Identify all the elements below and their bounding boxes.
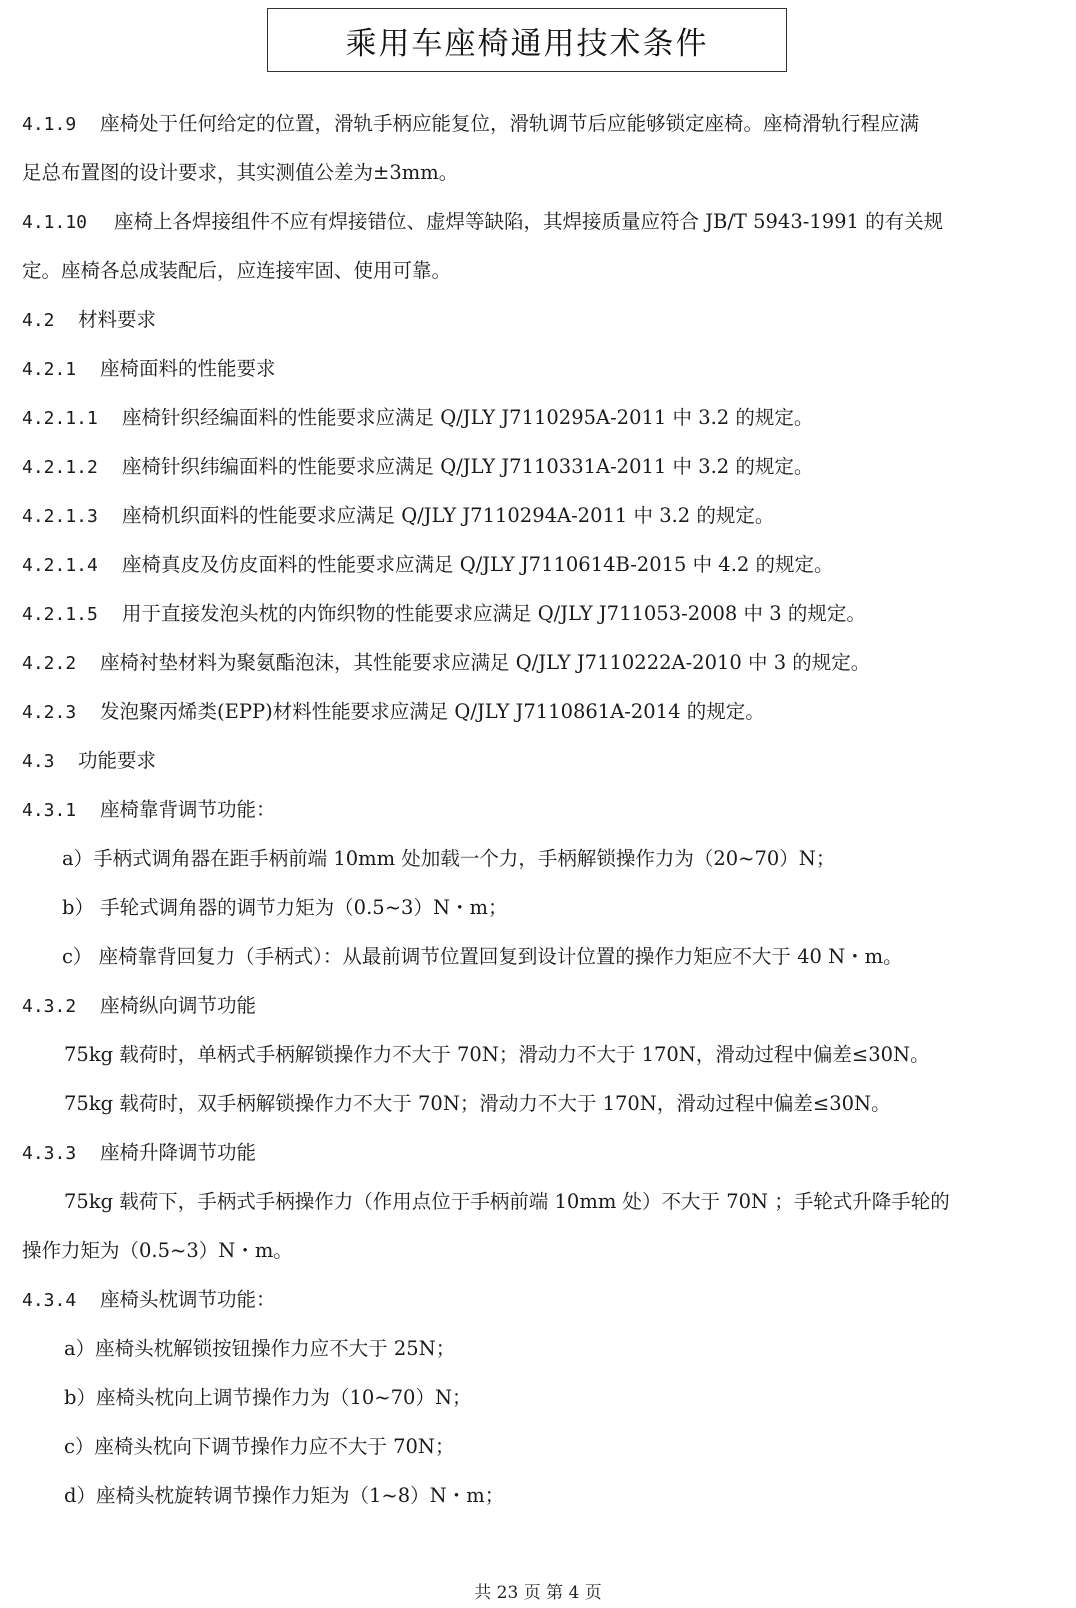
clause-text: 发泡聚丙烯类(EPP)材料性能要求应满足 Q/JLY J7110861A-2014 的规定。: [100, 700, 765, 723]
clause-text: 座椅处于任何给定的位置，滑轨手柄应能复位，滑轨调节后应能够锁定座椅。座椅滑轨行程应满: [100, 112, 920, 135]
clause-number: 4.2.1.3: [22, 506, 98, 527]
clause-text: 座椅真皮及仿皮面料的性能要求应满足 Q/JLY J7110614B-2015 中 4.2 的规定。: [122, 553, 834, 576]
document-title: 乘用车座椅通用技术条件: [345, 25, 709, 62]
clause-text: a）座椅头枕解锁按钮操作力应不大于 25N；: [64, 1337, 456, 1360]
clause-line: [22, 602, 866, 627]
clause-text: 操作力矩为（0.5~3）N・m。: [22, 1239, 293, 1262]
clause-number: 4.3: [22, 751, 55, 772]
clause-text: 定。座椅各总成装配后，应连接牢固、使用可靠。: [22, 259, 452, 282]
clause-line: [64, 1092, 891, 1116]
clause-number: 4.1.9: [22, 114, 77, 135]
clause-text: 座椅上各焊接组件不应有焊接错位、虚焊等缺陷，其焊接质量应符合 JB/T 5943-1991 的有关规: [114, 210, 944, 233]
clause-line: [22, 210, 943, 235]
clause-number: 4.3.3: [22, 1143, 77, 1164]
page-footer: 共 23 页 第 4 页: [474, 1583, 602, 1603]
clause-line: [22, 553, 834, 578]
clause-text: c） 座椅靠背回复力（手柄式）：从最前调节位置回复到设计位置的操作力矩应不大于 40 N・m。: [62, 945, 903, 968]
clause-text: 座椅面料的性能要求: [100, 357, 276, 380]
clause-line: [22, 700, 765, 725]
section-heading: [22, 308, 156, 333]
clause-text: 足总布置图的设计要求，其实测值公差为±3mm。: [22, 161, 459, 184]
section-heading: [22, 1141, 256, 1166]
clause-text: 用于直接发泡头枕的内饰织物的性能要求应满足 Q/JLY J711053-2008 中 3 的规定。: [122, 602, 866, 625]
clause-number: 4.3.4: [22, 1290, 77, 1311]
clause-number: 4.3.2: [22, 996, 77, 1017]
clause-line: [22, 406, 813, 431]
clause-number: 4.2.1: [22, 359, 77, 380]
list-item: [62, 945, 903, 969]
clause-text: 75kg 载荷时，双手柄解锁操作力不大于 70N；滑动力不大于 170N，滑动过程中偏差≤30N。: [64, 1092, 891, 1115]
list-item: [62, 896, 508, 920]
clause-line: [22, 651, 870, 676]
list-item: [62, 847, 835, 871]
section-heading: [22, 357, 276, 382]
clause-number: 4.3.1: [22, 800, 77, 821]
clause-line: [22, 455, 813, 480]
clause-text: 座椅机织面料的性能要求应满足 Q/JLY J7110294A-2011 中 3.2 的规定。: [122, 504, 775, 527]
clause-line: [64, 1043, 930, 1067]
clause-text: a）手柄式调角器在距手柄前端 10mm 处加载一个力，手柄解锁操作力为（20~70）N；: [62, 847, 836, 870]
clause-text: 功能要求: [78, 749, 157, 772]
clause-text: 材料要求: [78, 308, 157, 331]
clause-text: 座椅靠背调节功能：: [100, 798, 276, 821]
clause-number: 4.2: [22, 310, 55, 331]
clause-number: 4.2.1.1: [22, 408, 98, 429]
clause-text: 座椅衬垫材料为聚氨酯泡沫，其性能要求应满足 Q/JLY J7110222A-2010 中 3 的规定。: [100, 651, 871, 674]
clause-text: 座椅头枕调节功能：: [100, 1288, 276, 1311]
clause-text: c）座椅头枕向下调节操作力应不大于 70N；: [64, 1435, 455, 1458]
section-heading: [22, 749, 156, 774]
clause-number: 4.2.1.4: [22, 555, 98, 576]
clause-number: 4.2.1.5: [22, 604, 98, 625]
clause-text: 座椅针织经编面料的性能要求应满足 Q/JLY J7110295A-2011 中 3.2 的规定。: [122, 406, 814, 429]
clause-line: [22, 259, 451, 283]
list-item: [64, 1484, 504, 1508]
clause-text: b） 手轮式调角器的调节力矩为（0.5~3）N・m；: [62, 896, 508, 919]
clause-number: 4.2.1.2: [22, 457, 98, 478]
clause-text: 座椅纵向调节功能: [100, 994, 257, 1017]
clause-text: 座椅针织纬编面料的性能要求应满足 Q/JLY J7110331A-2011 中 3.2 的规定。: [122, 455, 814, 478]
clause-number: 4.2.2: [22, 653, 77, 674]
clause-line: [22, 1288, 276, 1313]
clause-line: [22, 1239, 293, 1263]
document-title-box: [267, 8, 787, 72]
clause-number: 4.1.10: [22, 212, 88, 233]
clause-line: [22, 504, 774, 529]
clause-line: [22, 798, 276, 823]
clause-number: 4.2.3: [22, 702, 77, 723]
clause-line: [22, 112, 919, 137]
clause-text: 75kg 载荷下，手柄式手柄操作力（作用点位于手柄前端 10mm 处）不大于 70N ；手轮式升降手轮的: [64, 1190, 950, 1213]
clause-text: d）座椅头枕旋转调节操作力矩为（1~8）N・m；: [64, 1484, 505, 1507]
list-item: [64, 1386, 472, 1410]
clause-line: [22, 161, 458, 185]
list-item: [64, 1337, 455, 1361]
clause-line: [64, 1190, 950, 1214]
clause-text: b）座椅头枕向上调节操作力为（10~70）N；: [64, 1386, 472, 1409]
clause-text: 75kg 载荷时，单柄式手柄解锁操作力不大于 70N；滑动力不大于 170N，滑动过程中偏差≤30N。: [64, 1043, 930, 1066]
clause-text: 座椅升降调节功能: [100, 1141, 257, 1164]
section-heading: [22, 994, 256, 1019]
list-item: [64, 1435, 455, 1459]
